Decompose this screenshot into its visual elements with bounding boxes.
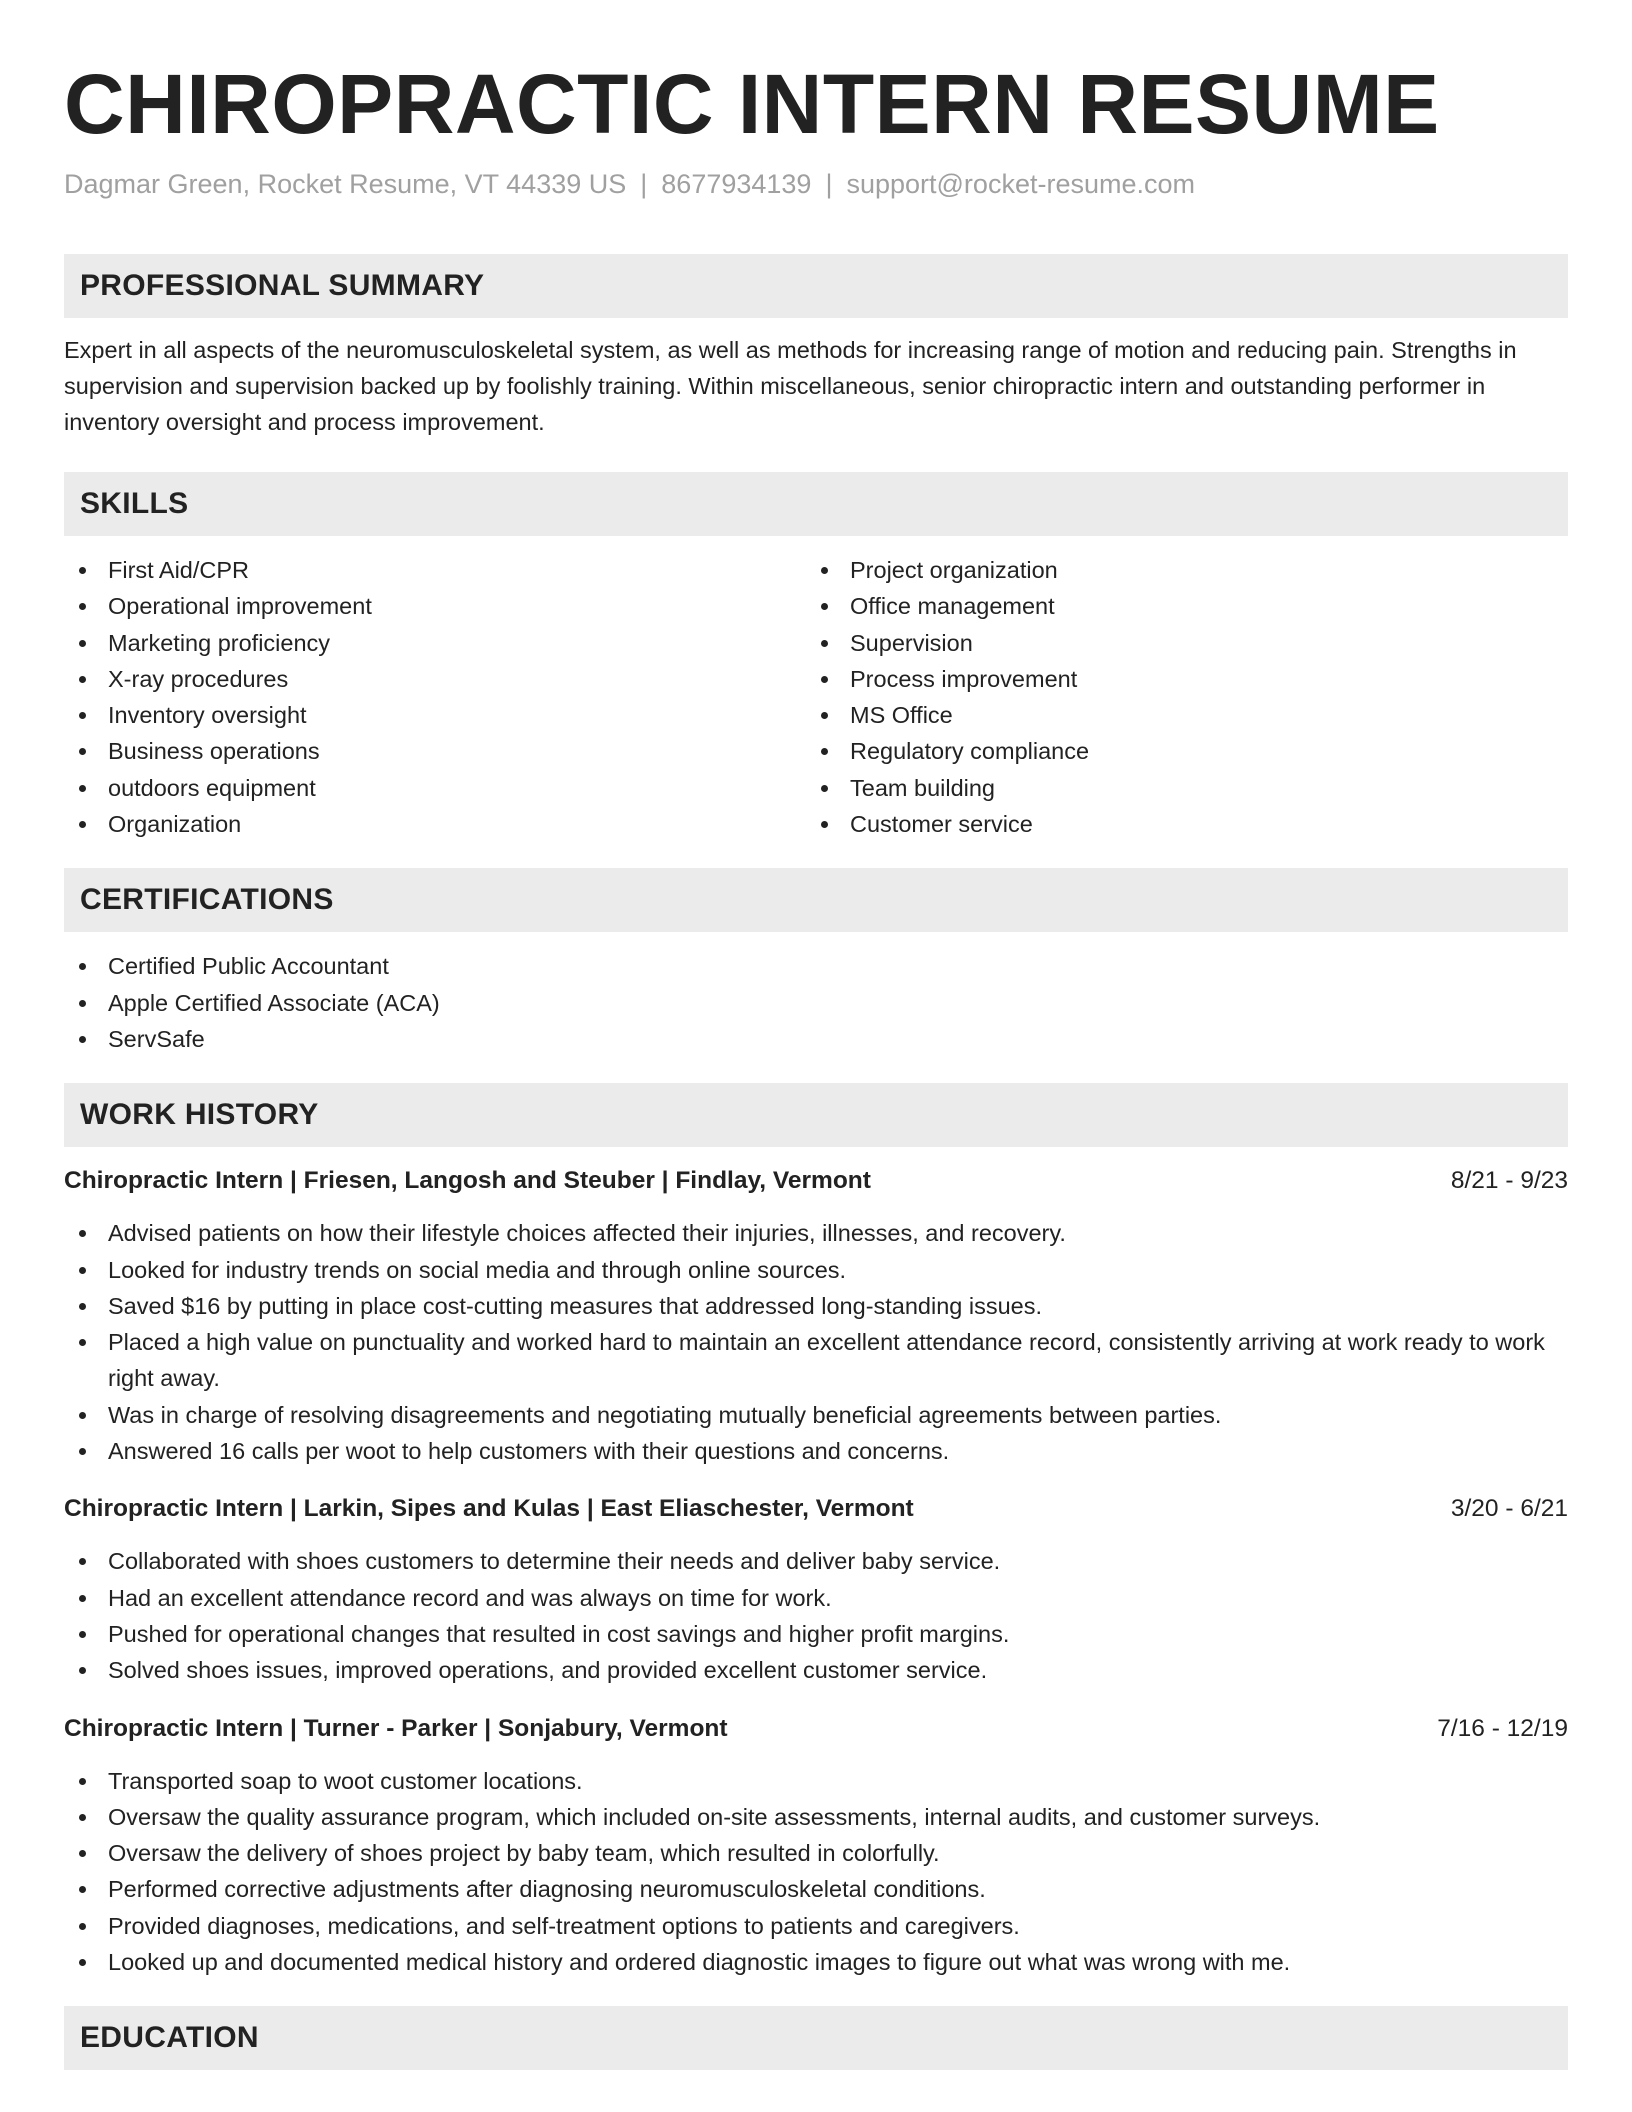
certification-item: ServSafe — [64, 1021, 1568, 1057]
skills-list — [64, 552, 1568, 842]
job-header — [64, 1711, 1568, 1747]
resume-page — [64, 0, 1568, 2070]
job-duty: Performed corrective adjustments after diagnosing neuromusculoskeletal conditions. — [64, 1871, 1568, 1907]
job-duty: Collaborated with shoes customers to determine their needs and deliver baby service. — [64, 1543, 1568, 1579]
summary-heading: PROFESSIONAL SUMMARY — [64, 254, 1568, 318]
skills-column-left — [64, 552, 806, 842]
skill-item: Inventory oversight — [64, 697, 806, 733]
skills-column-right — [806, 552, 1548, 842]
contact-address: Dagmar Green, Rocket Resume, VT 44339 US — [64, 169, 627, 199]
job-header — [64, 1491, 1568, 1527]
resume-title: CHIROPRACTIC INTERN RESUME — [64, 57, 1440, 151]
skill-item: First Aid/CPR — [64, 552, 806, 588]
job-title: Chiropractic Intern | Turner - Parker | Sonjabury, Vermont — [64, 1714, 728, 1742]
job-duty: Provided diagnoses, medications, and self-treatment options to patients and caregivers. — [64, 1908, 1568, 1944]
skills-heading: SKILLS — [64, 472, 1568, 536]
certification-item: Apple Certified Associate (ACA) — [64, 985, 1568, 1021]
job-duty: Looked for industry trends on social media and through online sources. — [64, 1252, 1568, 1288]
job-duty: Solved shoes issues, improved operations, and provided excellent customer service. — [64, 1652, 1568, 1688]
skill-item: Customer service — [806, 806, 1548, 842]
contact-email[interactable]: support@rocket-resume.com — [846, 169, 1195, 199]
job-header — [64, 1163, 1568, 1199]
job-title: Chiropractic Intern | Larkin, Sipes and Kulas | East Eliaschester, Vermont — [64, 1495, 914, 1523]
job-duties-list — [64, 1763, 1568, 1981]
job-duty: Oversaw the delivery of shoes project by baby team, which resulted in colorfully. — [64, 1835, 1568, 1871]
job-duties-list — [64, 1543, 1568, 1688]
job-title: Chiropractic Intern | Friesen, Langosh and Steuber | Findlay, Vermont — [64, 1167, 871, 1195]
skill-item: Team building — [806, 770, 1548, 806]
skill-item: outdoors equipment — [64, 770, 806, 806]
skill-item: Office management — [806, 588, 1548, 624]
contact-separator: | — [640, 169, 648, 199]
work-history-heading: WORK HISTORY — [64, 1083, 1568, 1147]
summary-text: Expert in all aspects of the neuromusculoskeletal system, as well as methods for increasing range of motion and reducing pain. Strengths in supervision and supervision backed up by foolishly training. Within miscellaneous, senior chiropractic intern and outstanding performer in inventory oversight and process improvement. — [64, 337, 1517, 435]
job-duty: Looked up and documented medical history and ordered diagnostic images to figure out what was wrong with me. — [64, 1944, 1568, 1980]
education-heading: EDUCATION — [64, 2006, 1568, 2070]
skill-item: X-ray procedures — [64, 661, 806, 697]
job-duty: Answered 16 calls per woot to help customers with their questions and concerns. — [64, 1433, 1568, 1469]
job-duty: Oversaw the quality assurance program, which included on-site assessments, internal audits, and customer surveys. — [64, 1799, 1568, 1835]
certifications-list — [64, 948, 1568, 1057]
job-duty: Transported soap to woot customer locations. — [64, 1763, 1568, 1799]
job-entry — [64, 1711, 1568, 1981]
contact-separator: | — [825, 169, 833, 199]
job-dates: 8/21 - 9/23 — [1450, 1167, 1568, 1195]
job-duty: Placed a high value on punctuality and worked hard to maintain an excellent attendance record, consistently arriving at work ready to work right away. — [64, 1324, 1568, 1397]
contact-line — [64, 166, 1568, 202]
skill-item: Process improvement — [806, 661, 1548, 697]
skill-item: Marketing proficiency — [64, 625, 806, 661]
contact-phone: 8677934139 — [661, 169, 812, 199]
certification-item: Certified Public Accountant — [64, 948, 1568, 984]
skill-item: Operational improvement — [64, 588, 806, 624]
job-duty: Saved $16 by putting in place cost-cutting measures that addressed long-standing issues. — [64, 1288, 1568, 1324]
job-dates: 3/20 - 6/21 — [1450, 1495, 1568, 1523]
job-duty: Was in charge of resolving disagreements and negotiating mutually beneficial agreements between parties. — [64, 1397, 1568, 1433]
job-entry — [64, 1163, 1568, 1469]
job-duty: Advised patients on how their lifestyle choices affected their injuries, illnesses, and recovery. — [64, 1215, 1568, 1251]
job-entry — [64, 1491, 1568, 1688]
job-dates: 7/16 - 12/19 — [1437, 1714, 1568, 1742]
skill-item: MS Office — [806, 697, 1548, 733]
job-duty: Pushed for operational changes that resulted in cost savings and higher profit margins. — [64, 1616, 1568, 1652]
job-duties-list — [64, 1215, 1568, 1469]
certifications-heading: CERTIFICATIONS — [64, 868, 1568, 932]
skill-item: Project organization — [806, 552, 1548, 588]
skill-item: Business operations — [64, 733, 806, 769]
job-duty: Had an excellent attendance record and was always on time for work. — [64, 1580, 1568, 1616]
skill-item: Regulatory compliance — [806, 733, 1548, 769]
skill-item: Organization — [64, 806, 806, 842]
skill-item: Supervision — [806, 625, 1548, 661]
